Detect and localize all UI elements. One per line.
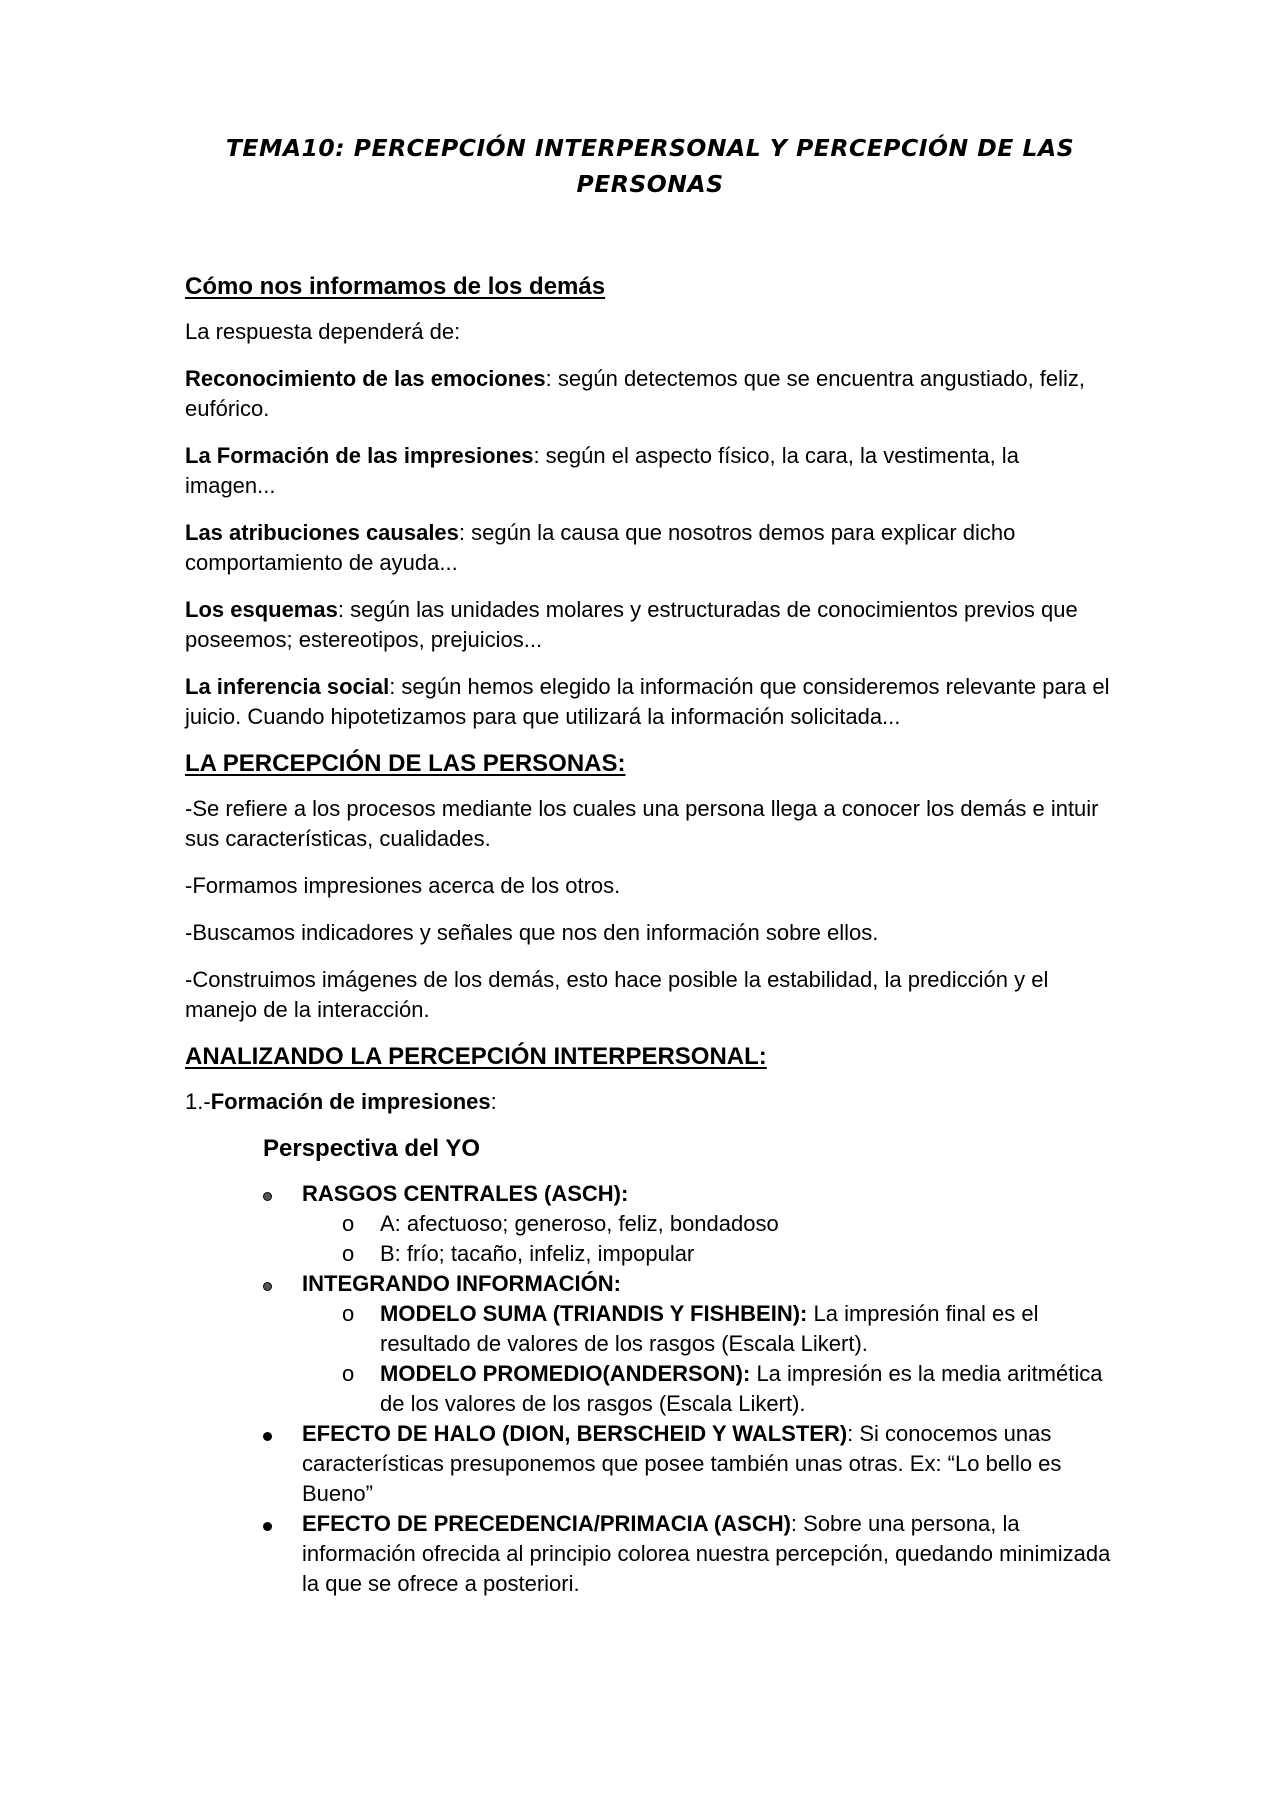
subheading-perspectiva: Perspectiva del YO — [263, 1135, 481, 1162]
bullet-icon — [263, 1522, 272, 1531]
text: : según el aspecto físico, la cara, la vestimenta, la imagen... — [185, 443, 1019, 498]
circle-marker-icon: o — [342, 1211, 355, 1236]
text: : según hemos elegido la información que consideremos relevante para el juicio. Cuando hipotetizamos para que utilizará la información solicitada... — [185, 674, 1110, 729]
paragraph-impresiones — [185, 441, 1115, 501]
paragraph-atribuciones — [185, 518, 1115, 578]
sublist-item-modelo-promedio — [185, 1359, 1115, 1419]
point-term: Formación de impresiones — [210, 1089, 491, 1114]
bullet-term: RASGOS CENTRALES (ASCH): — [302, 1181, 629, 1206]
term: La inferencia social — [185, 674, 390, 699]
bullet-icon — [263, 1282, 272, 1291]
circle-marker-icon: o — [342, 1241, 355, 1266]
bullet-icon — [263, 1192, 272, 1201]
sublist-item-b — [185, 1239, 1115, 1269]
paragraph-emociones — [185, 364, 1115, 424]
sub-text: La impresión es la media aritmética de los valores de los rasgos (Escala Likert). — [380, 1361, 1103, 1416]
term: Reconocimiento de las emociones — [185, 366, 546, 391]
list-item-rasgos — [185, 1179, 1115, 1209]
circle-marker-icon: o — [342, 1361, 355, 1386]
sub-term: MODELO SUMA (TRIANDIS Y FISHBEIN): — [380, 1301, 808, 1326]
term: Los esquemas — [185, 597, 338, 622]
document-content — [185, 130, 1115, 1599]
paragraph-inferencia — [185, 672, 1115, 732]
bullet-icon — [263, 1432, 272, 1441]
text: : según detectemos que se encuentra angustiado, feliz, eufórico. — [185, 366, 1086, 421]
paragraph-esquemas — [185, 595, 1115, 655]
bullet-list — [185, 1179, 1115, 1599]
paragraph-buscamos: -Buscamos indicadores y señales que nos den información sobre ellos. — [185, 920, 879, 945]
text: : según las unidades molares y estructuradas de conocimientos previos que poseemos; estereotipos, prejuicios... — [185, 597, 1078, 652]
paragraph-formamos: -Formamos impresiones acerca de los otros. — [185, 873, 621, 898]
list-item-precedencia — [185, 1509, 1115, 1599]
bullet-text: : Sobre una persona, la información ofrecida al principio colorea nuestra percepción, quedando minimizada la que se ofrece a posteriori. — [302, 1511, 1111, 1596]
list-item-integrando — [185, 1269, 1115, 1299]
intro-paragraph: La respuesta dependerá de: — [185, 319, 461, 344]
page-title: TEMA10: PERCEPCIÓN INTERPERSONAL Y PERCEPCIÓN DE LAS PERSONAS — [225, 134, 1075, 198]
bullet-term: EFECTO DE PRECEDENCIA/PRIMACIA (ASCH) — [302, 1511, 791, 1536]
point-colon: : — [490, 1089, 497, 1114]
sub-text: A: afectuoso; generoso, feliz, bondadoso — [380, 1211, 779, 1236]
section-heading-analizando: ANALIZANDO LA PERCEPCIÓN INTERPERSONAL: — [185, 1043, 767, 1070]
text: : según la causa que nosotros demos para explicar dicho comportamiento de ayuda... — [185, 520, 1016, 575]
circle-marker-icon: o — [342, 1301, 355, 1326]
list-item-halo — [185, 1419, 1115, 1509]
sub-text: B: frío; tacaño, infeliz, impopular — [380, 1241, 695, 1266]
point-number: 1.- — [185, 1089, 211, 1114]
paragraph-procesos: -Se refiere a los procesos mediante los cuales una persona llega a conocer los demás e intuir sus características, cualidades. — [185, 796, 1099, 851]
section-heading-percepcion-personas: LA PERCEPCIÓN DE LAS PERSONAS: — [185, 750, 626, 777]
sublist-item-a — [185, 1209, 1115, 1239]
bullet-text: : Si conocemos unas características presuponemos que posee también unas otras. Ex: “Lo bello es Bueno” — [302, 1421, 1062, 1506]
term: La Formación de las impresiones — [185, 443, 534, 468]
point-formacion — [185, 1087, 1115, 1117]
bullet-term: INTEGRANDO INFORMACIÓN: — [302, 1271, 621, 1296]
paragraph-construimos: -Construimos imágenes de los demás, esto hace posible la estabilidad, la predicción y el manejo de la interacción. — [185, 967, 1049, 1022]
term: Las atribuciones causales — [185, 520, 459, 545]
section-heading-informamos: Cómo nos informamos de los demás — [185, 273, 606, 300]
sub-term: MODELO PROMEDIO(ANDERSON): — [380, 1361, 751, 1386]
bullet-term: EFECTO DE HALO (DION, BERSCHEID Y WALSTER) — [302, 1421, 848, 1446]
sublist-item-modelo-suma — [185, 1299, 1115, 1359]
sub-text: La impresión final es el resultado de valores de los rasgos (Escala Likert). — [380, 1301, 1039, 1356]
